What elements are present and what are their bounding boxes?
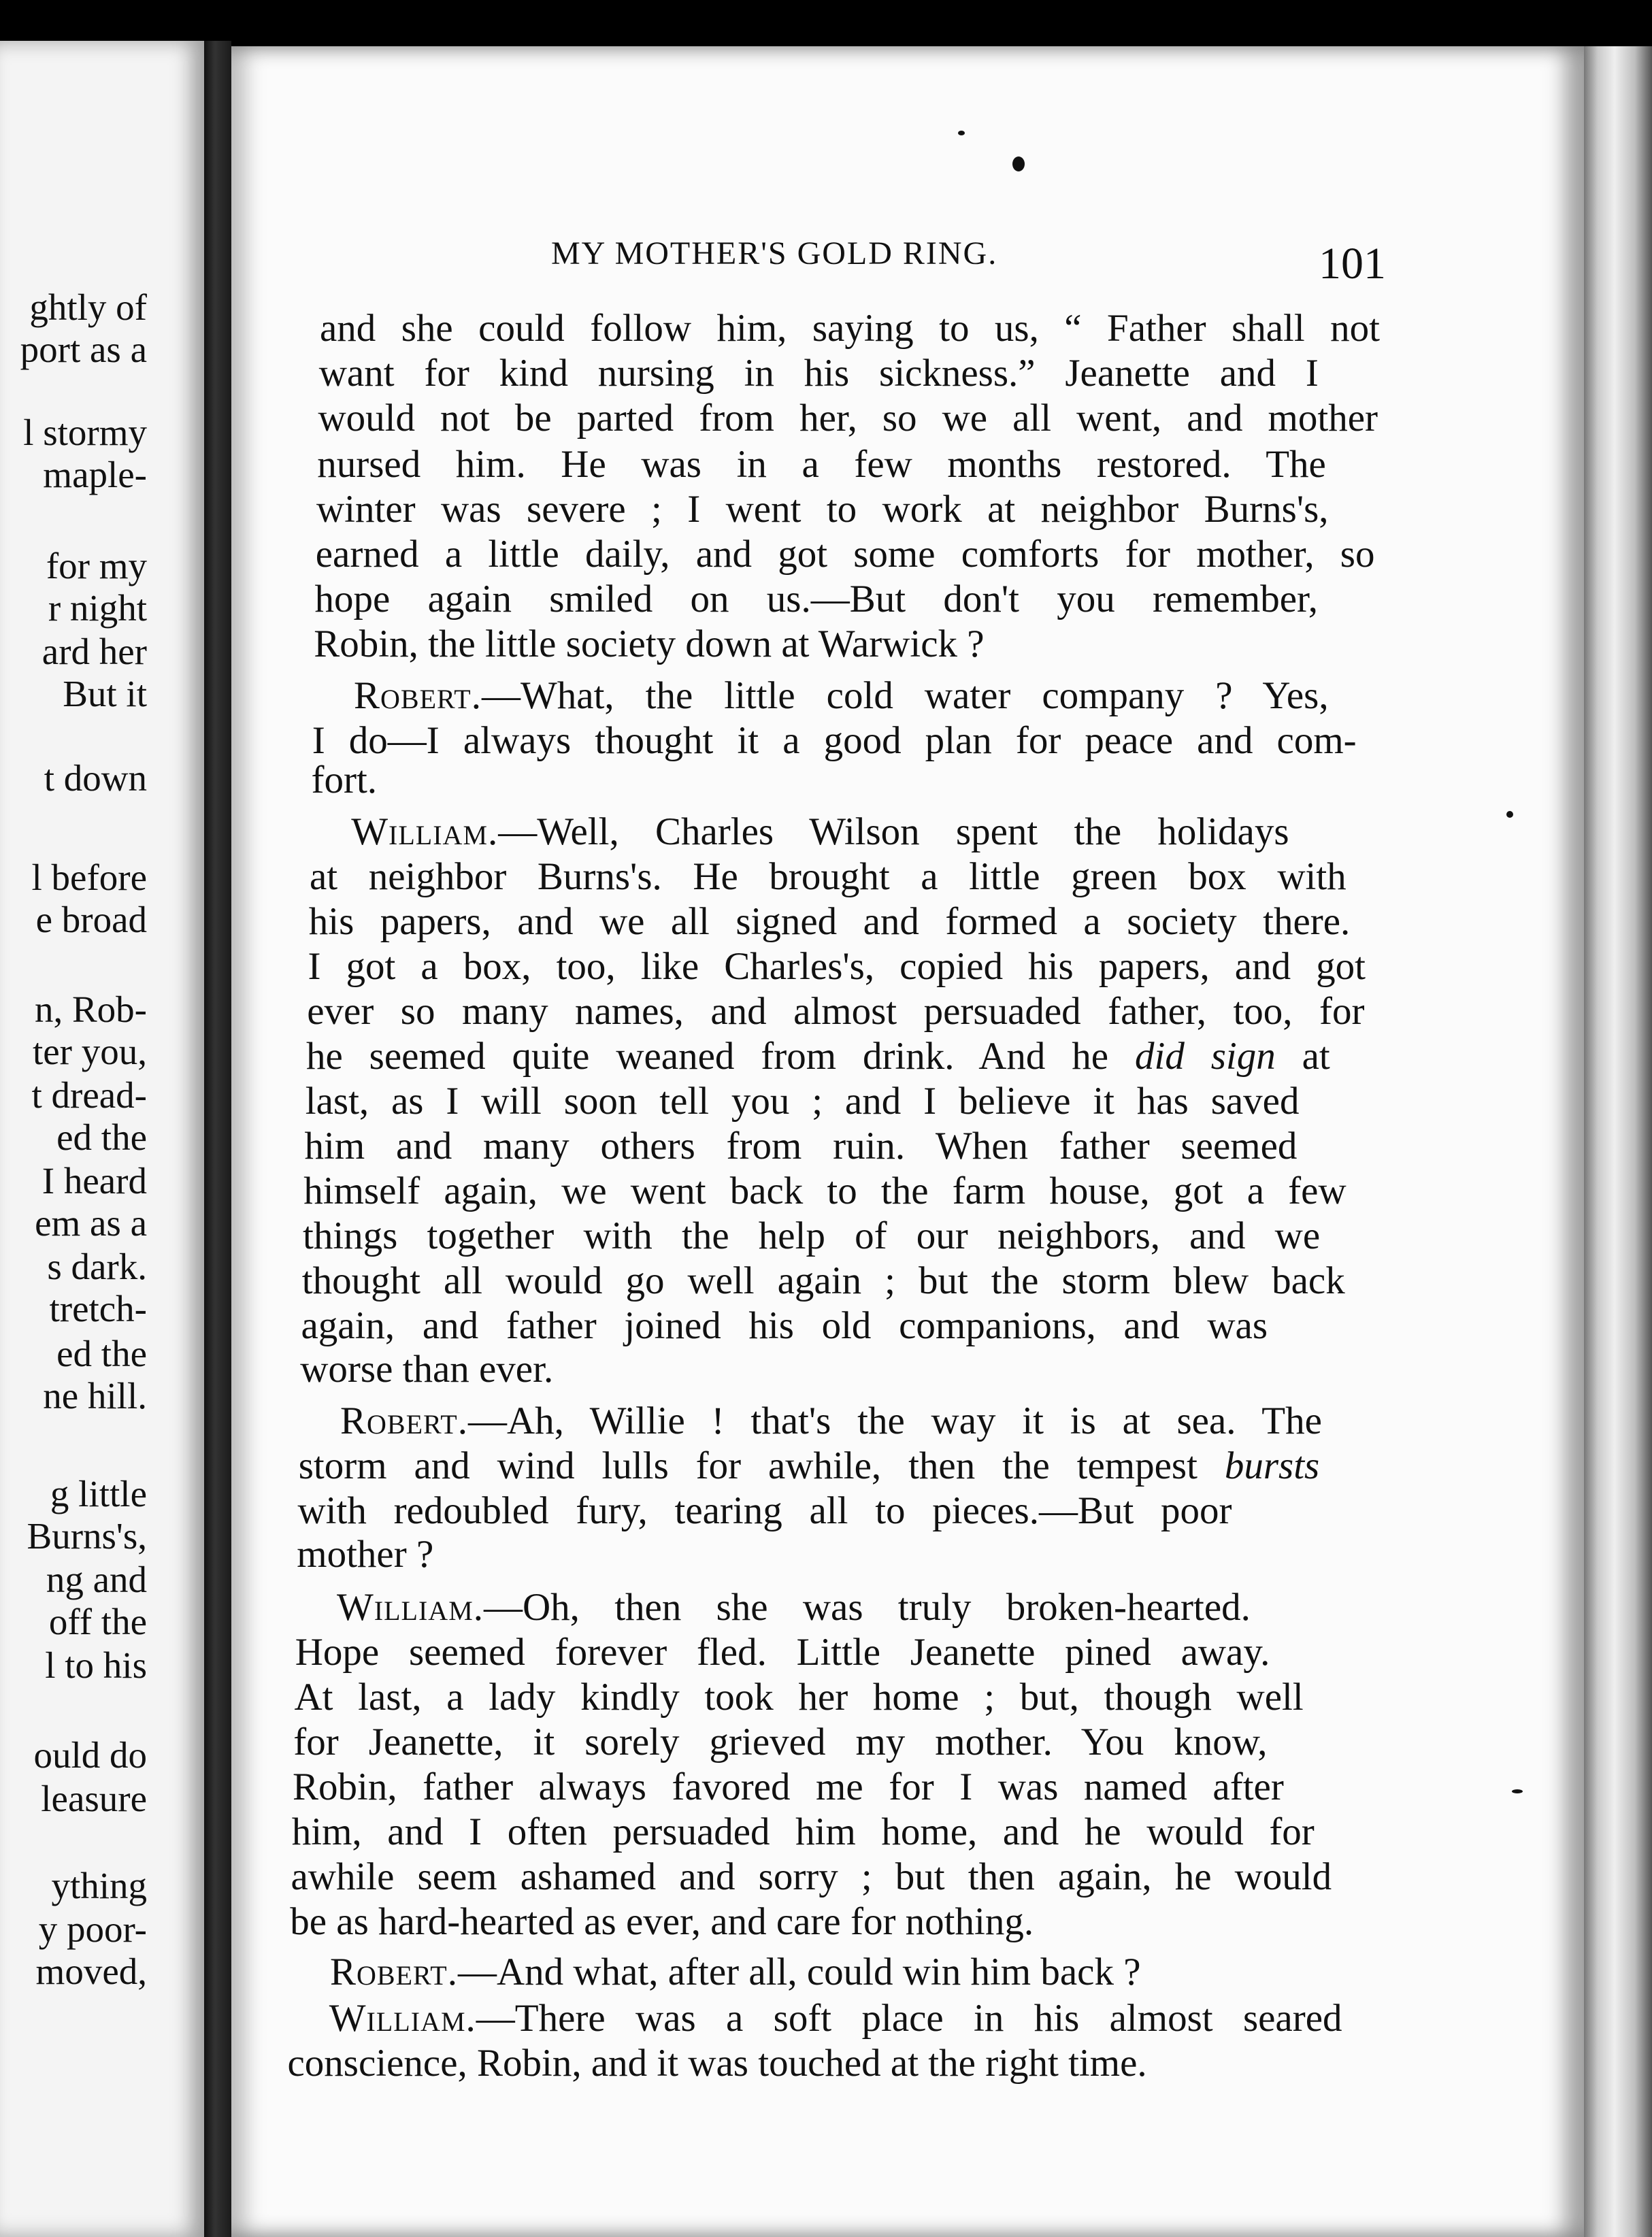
left-page-line: t down xyxy=(44,757,147,799)
text-line xyxy=(295,1630,1270,1674)
line-text-tail: at xyxy=(1275,1035,1330,1078)
left-page-line: ter you, xyxy=(32,1031,147,1072)
line-text: —What, the little cold water company ? Yes, xyxy=(481,674,1329,717)
text-line xyxy=(301,1304,1268,1348)
line-text: would not be parted from her, so we all went, and mother xyxy=(318,397,1378,440)
text-line xyxy=(293,1765,1284,1809)
text-line xyxy=(330,1950,1141,1994)
text-line xyxy=(293,1720,1267,1764)
line-text: his papers, and we all signed and formed a society there. xyxy=(308,900,1351,943)
text-line xyxy=(312,758,378,802)
line-text: worse than ever. xyxy=(300,1348,554,1391)
line-text: be as hard-hearted as ever, and care for nothing. xyxy=(290,1900,1034,1943)
line-text: storm and wind lulls for awhile, then the tempest xyxy=(298,1444,1225,1487)
left-page-line: ne hill. xyxy=(43,1375,147,1416)
text-line xyxy=(340,1399,1322,1443)
line-text: At last, a lady kindly took her home ; but, though well xyxy=(294,1676,1304,1719)
line-text: at neighbor Burns's. He brought a little green box with xyxy=(310,855,1347,898)
line-text: I do—I always thought it a good plan for peace and com- xyxy=(312,719,1357,762)
left-page-line: leasure xyxy=(41,1778,147,1819)
text-line xyxy=(314,622,984,666)
text-line xyxy=(317,442,1326,486)
left-page-line: moved, xyxy=(35,1951,147,1992)
line-text: mother ? xyxy=(297,1533,434,1576)
line-text: —Ah, Willie ! that's the way it is at sea. The xyxy=(467,1399,1322,1442)
text-line xyxy=(315,577,1318,621)
left-page-line: e broad xyxy=(35,899,147,940)
left-page-line: I heard xyxy=(42,1160,147,1202)
text-line xyxy=(288,2041,1147,2085)
left-page-line: ed the xyxy=(56,1116,147,1158)
text-line xyxy=(298,1489,1232,1533)
line-text: —There was a soft place in his almost seared xyxy=(476,1997,1342,2040)
text-line xyxy=(318,396,1378,440)
line-text: conscience, Robin, and it was touched at the right time. xyxy=(287,2042,1147,2085)
ink-spot xyxy=(1012,156,1025,171)
line-text: I got a box, too, like Charles's, copied his papers, and got xyxy=(308,945,1366,988)
emphasis-text: did sign xyxy=(1134,1035,1276,1078)
left-page-line: l to his xyxy=(45,1644,147,1686)
left-page-line: ard her xyxy=(42,631,147,672)
left-page-line: for my xyxy=(46,545,147,586)
left-page-line: t dread- xyxy=(31,1074,147,1116)
line-text: —And what, after all, could win him back ? xyxy=(457,1951,1141,1993)
line-text: him, and I often persuaded him home, and he would for xyxy=(291,1810,1315,1853)
line-text: for Jeanette, it sorely grieved my mother. You know, xyxy=(293,1721,1268,1763)
left-page-line: ed the xyxy=(56,1333,147,1374)
left-page-line: But it xyxy=(63,673,147,714)
left-page-line: l before xyxy=(31,857,147,898)
line-text: he seemed quite weaned from drink. And he xyxy=(306,1035,1135,1078)
line-text: awhile seem ashamed and sorry ; but then again, he would xyxy=(291,1855,1332,1898)
text-line xyxy=(312,718,1357,763)
line-text: winter was severe ; I went to work at neighbor Burns's, xyxy=(316,488,1329,531)
line-text: —Oh, then she was truly broken-hearted. xyxy=(484,1586,1251,1629)
line-text: and she could follow him, saying to us, “ Father shall not xyxy=(320,307,1380,350)
text-line xyxy=(303,1169,1346,1213)
page-number: 101 xyxy=(1319,239,1386,288)
line-text: —Well, Charles Wilson spent the holidays xyxy=(498,810,1289,853)
text-line xyxy=(351,810,1289,854)
line-text: Robin, father always favored me for I was named after xyxy=(293,1766,1284,1808)
text-line xyxy=(305,1124,1298,1168)
text-line xyxy=(319,351,1319,395)
text-line xyxy=(299,1444,1319,1488)
left-page-line: off the xyxy=(48,1601,147,1642)
left-page-line: Burns's, xyxy=(27,1515,147,1557)
line-text: Robin, the little society down at Warwick ? xyxy=(314,623,985,665)
ink-spot xyxy=(1506,811,1513,818)
text-line xyxy=(307,989,1364,1033)
text-line xyxy=(316,487,1329,531)
line-text: him and many others from ruin. When father seemed xyxy=(304,1125,1298,1167)
text-line xyxy=(297,1532,433,1576)
left-page-line: l stormy xyxy=(23,412,147,453)
line-text: earned a little daily, and got some comforts for mother, so xyxy=(315,533,1375,576)
text-line xyxy=(310,855,1347,899)
line-text: himself again, we went back to the farm house, got a few xyxy=(303,1170,1347,1212)
left-page-line: g little xyxy=(50,1473,147,1514)
running-header: MY MOTHER'S GOLD RING. xyxy=(551,235,998,271)
speaker-name: Robert. xyxy=(354,674,482,717)
text-line xyxy=(305,1079,1300,1123)
line-text: thought all would go well again ; but the storm blew back xyxy=(301,1259,1345,1302)
text-line xyxy=(290,1900,1034,1944)
left-page-line: ghtly of xyxy=(29,286,147,328)
text-line xyxy=(302,1259,1345,1303)
text-line xyxy=(295,1675,1304,1719)
text-line xyxy=(309,899,1351,944)
text-line xyxy=(300,1347,553,1391)
line-text: fort. xyxy=(311,759,378,801)
line-text: last, as I will soon tell you ; and I believe it has saved xyxy=(305,1080,1300,1123)
text-line xyxy=(320,306,1380,350)
left-page-line: y poor- xyxy=(38,1908,147,1950)
page-edge xyxy=(1584,46,1652,2237)
left-page-line: s dark. xyxy=(47,1246,147,1287)
text-line xyxy=(303,1214,1320,1258)
left-page-line: maple- xyxy=(43,454,147,495)
line-text: hope again smiled on us.—But don't you remember, xyxy=(314,578,1318,620)
text-line xyxy=(329,1996,1342,2040)
left-page-line: r night xyxy=(48,587,147,629)
line-text: want for kind nursing in his sickness.” Jeanette and I xyxy=(318,352,1319,395)
text-line xyxy=(291,1855,1332,1899)
emphasis-text: bursts xyxy=(1224,1444,1320,1487)
left-facing-page xyxy=(0,41,204,2237)
text-line xyxy=(316,532,1375,576)
speaker-name: Robert. xyxy=(330,1951,458,1993)
left-page-line: tretch- xyxy=(49,1288,147,1329)
book-gutter xyxy=(204,41,231,2237)
speaker-name: William. xyxy=(351,810,499,853)
line-text: again, and father joined his old companions, and was xyxy=(301,1304,1268,1347)
line-text: ever so many names, and almost persuaded father, too, for xyxy=(307,990,1365,1033)
text-line xyxy=(292,1810,1315,1854)
left-page-line: em as a xyxy=(35,1202,147,1244)
text-line xyxy=(306,1034,1330,1078)
ink-spot xyxy=(1512,1789,1523,1793)
left-page-line: ything xyxy=(51,1865,147,1906)
left-page-line: ng and xyxy=(46,1559,147,1600)
speaker-name: William. xyxy=(337,1586,484,1629)
text-line xyxy=(354,674,1329,718)
speaker-name: Robert. xyxy=(340,1399,468,1442)
ink-spot xyxy=(958,131,965,135)
line-text: things together with the help of our neighbors, and we xyxy=(303,1214,1321,1257)
text-line xyxy=(308,944,1366,989)
left-page-line: n, Rob- xyxy=(35,989,147,1030)
left-page-line: port as a xyxy=(20,329,147,370)
line-text: nursed him. He was in a few months restored. The xyxy=(317,443,1326,486)
text-line xyxy=(337,1585,1251,1629)
left-page-line: ould do xyxy=(33,1734,147,1776)
speaker-name: William. xyxy=(329,1997,476,2040)
line-text: with redoubled fury, tearing all to pieces.—But poor xyxy=(297,1489,1232,1532)
line-text: Hope seemed forever fled. Little Jeanette pined away. xyxy=(295,1631,1270,1674)
